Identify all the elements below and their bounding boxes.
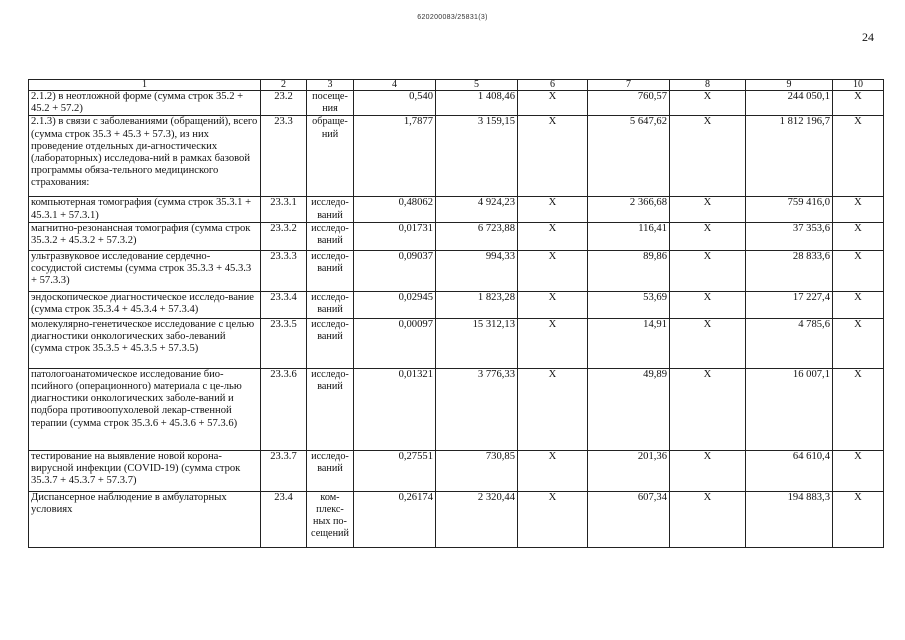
value-cell: X xyxy=(518,197,588,222)
table-row xyxy=(29,250,884,291)
value-cell: X xyxy=(518,250,588,291)
row-name-cell: Диспансерное наблюдение в амбулаторных условиях xyxy=(29,491,261,547)
row-name-cell: 2.1.2) в неотложной форме (сумма строк 35.2 + 45.2 + 57.2) xyxy=(29,91,261,116)
value-cell: 201,36 xyxy=(588,450,670,491)
table-row xyxy=(29,368,884,450)
value-cell: X xyxy=(670,491,746,547)
unit-cell: исследо-ваний xyxy=(307,291,354,318)
value-cell: 0,01321 xyxy=(354,368,436,450)
value-cell: X xyxy=(670,368,746,450)
value-cell: 0,540 xyxy=(354,91,436,116)
value-cell: 4 785,6 xyxy=(746,318,833,368)
value-cell: X xyxy=(833,91,884,116)
table-row xyxy=(29,91,884,116)
value-cell: X xyxy=(518,450,588,491)
value-cell: X xyxy=(518,222,588,250)
value-cell: X xyxy=(670,222,746,250)
row-code-cell: 23.2 xyxy=(261,91,307,116)
row-name-cell: патологоанатомическое исследование био-псийного (операционного) материала с це-лью диагностики онкологических заболе-ваний и подбора противоопухолевой лекар-ственной терапии (сумма строк 35.3.6 + 45.3.6 + 57.3.6) xyxy=(29,368,261,450)
value-cell: 16 007,1 xyxy=(746,368,833,450)
value-cell: X xyxy=(670,116,746,197)
unit-cell: обраще-ний xyxy=(307,116,354,197)
value-cell: 1 812 196,7 xyxy=(746,116,833,197)
value-cell: X xyxy=(833,197,884,222)
value-cell: X xyxy=(670,291,746,318)
value-cell: 6 723,88 xyxy=(436,222,518,250)
column-header: 4 xyxy=(354,80,436,91)
value-cell: X xyxy=(518,368,588,450)
value-cell: 2 366,68 xyxy=(588,197,670,222)
value-cell: 4 924,23 xyxy=(436,197,518,222)
unit-cell: исследо-ваний xyxy=(307,197,354,222)
value-cell: 89,86 xyxy=(588,250,670,291)
value-cell: 49,89 xyxy=(588,368,670,450)
value-cell: X xyxy=(518,91,588,116)
value-cell: 0,27551 xyxy=(354,450,436,491)
value-cell: X xyxy=(833,291,884,318)
value-cell: 2 320,44 xyxy=(436,491,518,547)
row-name-cell: ультразвуковое исследование сердечно-сосудистой системы (сумма строк 35.3.3 + 45.3.3 + 57.3.3) xyxy=(29,250,261,291)
column-header: 2 xyxy=(261,80,307,91)
value-cell: 1,7877 xyxy=(354,116,436,197)
value-cell: 244 050,1 xyxy=(746,91,833,116)
value-cell: 194 883,3 xyxy=(746,491,833,547)
value-cell: 64 610,4 xyxy=(746,450,833,491)
value-cell: 0,09037 xyxy=(354,250,436,291)
table-row xyxy=(29,197,884,222)
value-cell: X xyxy=(833,491,884,547)
row-code-cell: 23.3.2 xyxy=(261,222,307,250)
column-header: 10 xyxy=(833,80,884,91)
unit-cell: исследо-ваний xyxy=(307,450,354,491)
row-name-cell: тестирование на выявление новой корона-вирусной инфекции (COVID-19) (сумма строк 35.3.7 + 45.3.7 + 57.3.7) xyxy=(29,450,261,491)
value-cell: X xyxy=(518,291,588,318)
value-cell: 760,57 xyxy=(588,91,670,116)
value-cell: 14,91 xyxy=(588,318,670,368)
value-cell: 5 647,62 xyxy=(588,116,670,197)
value-cell: 37 353,6 xyxy=(746,222,833,250)
value-cell: X xyxy=(670,197,746,222)
table-row xyxy=(29,116,884,197)
unit-cell: исследо-ваний xyxy=(307,222,354,250)
row-name-cell: молекулярно-генетическое исследование с целью диагностики онкологических забо-леваний (сумма строк 35.3.5 + 45.3.5 + 57.3.5) xyxy=(29,318,261,368)
unit-cell: исследо-ваний xyxy=(307,368,354,450)
column-header: 5 xyxy=(436,80,518,91)
value-cell: 15 312,13 xyxy=(436,318,518,368)
row-name-cell: эндоскопическое диагностическое исследо-вание (сумма строк 35.3.4 + 45.3.4 + 57.3.4) xyxy=(29,291,261,318)
value-cell: X xyxy=(833,222,884,250)
column-header: 3 xyxy=(307,80,354,91)
value-cell: X xyxy=(670,250,746,291)
value-cell: 0,48062 xyxy=(354,197,436,222)
value-cell: X xyxy=(833,450,884,491)
value-cell: 1 823,28 xyxy=(436,291,518,318)
row-name-cell: компьютерная томография (сумма строк 35.3.1 + 45.3.1 + 57.3.1) xyxy=(29,197,261,222)
table-row xyxy=(29,491,884,547)
column-header: 9 xyxy=(746,80,833,91)
value-cell: 0,00097 xyxy=(354,318,436,368)
row-name-cell: 2.1.3) в связи с заболеваниями (обращений), всего (сумма строк 35.3 + 45.3 + 57.3), из них проведение отдельных ди-агностических (лабораторных) исследова-ний в рамках базовой программы обяза-тельного медицинского страхования: xyxy=(29,116,261,197)
unit-cell: ком-плекс-ных по-сещений xyxy=(307,491,354,547)
value-cell: X xyxy=(833,318,884,368)
column-header: 1 xyxy=(29,80,261,91)
column-header: 6 xyxy=(518,80,588,91)
value-cell: 1 408,46 xyxy=(436,91,518,116)
column-header: 8 xyxy=(670,80,746,91)
value-cell: 0,02945 xyxy=(354,291,436,318)
row-code-cell: 23.3.5 xyxy=(261,318,307,368)
value-cell: X xyxy=(833,250,884,291)
value-cell: 994,33 xyxy=(436,250,518,291)
document-id: 620200083/25831(3) xyxy=(417,14,488,21)
row-code-cell: 23.3.7 xyxy=(261,450,307,491)
unit-cell: исследо-ваний xyxy=(307,250,354,291)
unit-cell: посеще-ния xyxy=(307,91,354,116)
table-row xyxy=(29,450,884,491)
value-cell: X xyxy=(833,116,884,197)
value-cell: X xyxy=(670,91,746,116)
unit-cell: исследо-ваний xyxy=(307,318,354,368)
data-table xyxy=(28,79,884,548)
value-cell: 28 833,6 xyxy=(746,250,833,291)
value-cell: X xyxy=(670,450,746,491)
table-row xyxy=(29,222,884,250)
row-code-cell: 23.3.4 xyxy=(261,291,307,318)
row-code-cell: 23.3.1 xyxy=(261,197,307,222)
row-name-cell: магнитно-резонансная томография (сумма строк 35.3.2 + 45.3.2 + 57.3.2) xyxy=(29,222,261,250)
value-cell: X xyxy=(670,318,746,368)
header-row xyxy=(29,80,884,91)
value-cell: X xyxy=(833,368,884,450)
value-cell: 730,85 xyxy=(436,450,518,491)
page-number: 24 xyxy=(862,30,874,44)
value-cell: X xyxy=(518,491,588,547)
table-row xyxy=(29,318,884,368)
value-cell: 607,34 xyxy=(588,491,670,547)
row-code-cell: 23.4 xyxy=(261,491,307,547)
row-code-cell: 23.3 xyxy=(261,116,307,197)
value-cell: X xyxy=(518,318,588,368)
value-cell: X xyxy=(518,116,588,197)
table-body xyxy=(29,91,884,548)
column-header: 7 xyxy=(588,80,670,91)
value-cell: 3 159,15 xyxy=(436,116,518,197)
table-row xyxy=(29,291,884,318)
value-cell: 3 776,33 xyxy=(436,368,518,450)
row-code-cell: 23.3.6 xyxy=(261,368,307,450)
value-cell: 53,69 xyxy=(588,291,670,318)
row-code-cell: 23.3.3 xyxy=(261,250,307,291)
value-cell: 116,41 xyxy=(588,222,670,250)
value-cell: 0,26174 xyxy=(354,491,436,547)
value-cell: 0,01731 xyxy=(354,222,436,250)
value-cell: 17 227,4 xyxy=(746,291,833,318)
value-cell: 759 416,0 xyxy=(746,197,833,222)
